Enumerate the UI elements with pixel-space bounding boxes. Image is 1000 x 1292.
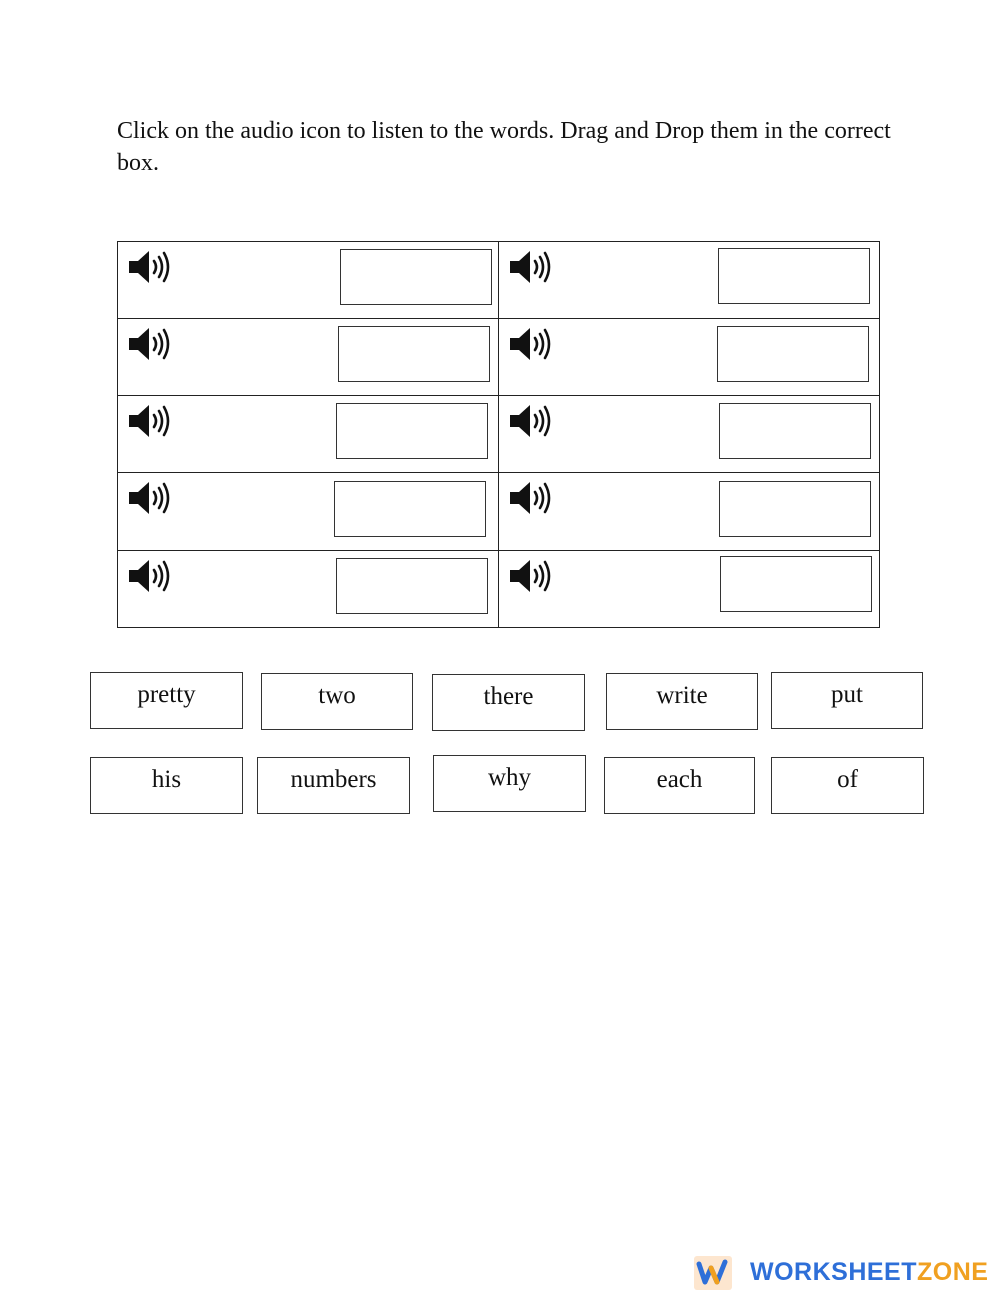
drop-target-box[interactable] [717,326,869,382]
audio-cell [499,551,879,628]
drop-target-box[interactable] [334,481,486,537]
worksheetzone-logo-icon [692,1252,734,1292]
drop-target-box[interactable] [336,403,488,459]
speaker-icon[interactable] [508,248,554,286]
word-card[interactable]: why [433,755,586,812]
audio-cell [118,551,498,628]
audio-cell [118,242,498,319]
audio-cell [118,396,498,473]
audio-cell [499,242,879,319]
speaker-icon[interactable] [127,402,173,440]
speaker-icon[interactable] [127,479,173,517]
speaker-icon[interactable] [127,325,173,363]
speaker-icon[interactable] [508,325,554,363]
worksheetzone-logo [692,1252,1000,1292]
word-card[interactable]: each [604,757,755,814]
speaker-icon[interactable] [508,479,554,517]
drop-target-box[interactable] [719,481,871,537]
drop-target-box[interactable] [340,249,492,305]
speaker-icon[interactable] [508,402,554,440]
word-card[interactable]: there [432,674,585,731]
audio-cell [499,319,879,396]
drop-target-box[interactable] [718,248,870,304]
word-card[interactable]: of [771,757,924,814]
audio-cell [499,473,879,550]
word-card[interactable]: write [606,673,758,730]
drop-target-box[interactable] [720,556,872,612]
word-card[interactable]: numbers [257,757,410,814]
audio-match-grid [117,241,880,628]
audio-cell [118,473,498,550]
speaker-icon[interactable] [508,557,554,595]
speaker-icon[interactable] [127,248,173,286]
drop-target-box[interactable] [719,403,871,459]
worksheetzone-logo-text: WORKSHEETZONE [750,1258,989,1286]
audio-cell [118,319,498,396]
word-card[interactable]: pretty [90,672,243,729]
instructions-text: Click on the audio icon to listen to the words. Drag and Drop them in the correct box. [117,118,891,176]
word-card[interactable]: two [261,673,413,730]
audio-cell [499,396,879,473]
drop-target-box[interactable] [338,326,490,382]
drop-target-box[interactable] [336,558,488,614]
word-card[interactable]: his [90,757,243,814]
speaker-icon[interactable] [127,557,173,595]
word-card[interactable]: put [771,672,923,729]
